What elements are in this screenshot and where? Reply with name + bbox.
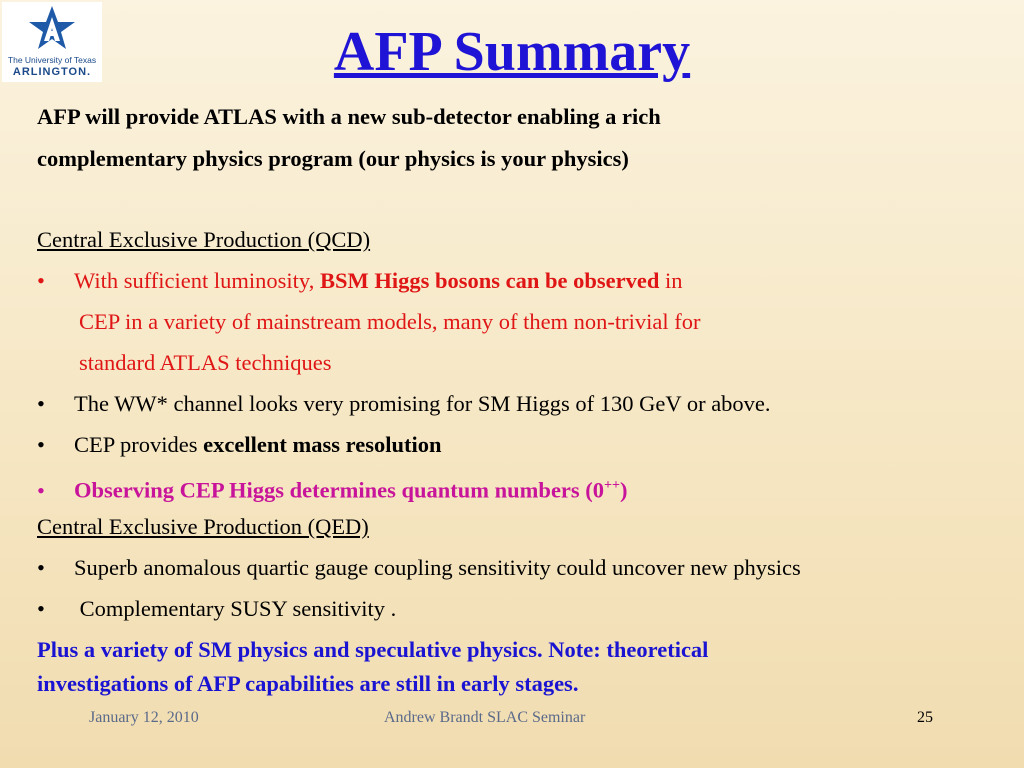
logo-arlington-text: ARLINGTON. [12,66,92,78]
slide-title: AFP Summary [333,21,691,83]
qed-bullet-2 [37,594,396,624]
qcd-bullet-1-line-3: standard ATLAS techniques [79,350,332,375]
intro-line-2: complementary physics program (our physics is your physics) [37,146,629,171]
qcd-bullet-3-text-a: CEP provides [74,432,204,457]
bullet-marker: • [37,268,45,293]
qed-bullet-1 [37,553,801,583]
qcd-bullet-3-text-b: excellent mass resolution [203,432,442,457]
bullet-marker: • [37,391,45,416]
footer-date: January 12, 2010 [89,709,199,726]
qcd-bullet-4 [37,471,628,506]
qcd-bullet-1-line-2: CEP in a variety of mainstream models, many of them non-trivial for [79,309,701,334]
qcd-bullet-1-text-b: BSM Higgs bosons can be observed [319,268,660,293]
qed-bullet-1-text: Superb anomalous quartic gauge coupling sensitivity could uncover new physics [74,555,801,580]
qcd-heading: Central Exclusive Production (QCD) [37,227,371,252]
qed-bullet-2-text: Complementary SUSY sensitivity . [74,596,397,621]
qcd-bullet-2 [37,389,771,419]
closing-line-1: Plus a variety of SM physics and speculative physics. Note: theoretical [37,637,709,662]
qcd-bullet-2-text: The WW* channel looks very promising for SM Higgs of 130 GeV or above. [74,391,771,416]
bullet-marker: • [37,596,45,621]
qcd-bullet-1-text-a: With sufficient luminosity, [74,268,320,293]
qcd-bullet-4-superscript: ++ [604,478,621,493]
bullet-marker: • [37,477,45,503]
closing-line-2: investigations of AFP capabilities are still in early stages. [37,671,579,696]
qcd-bullet-1-text-c: in [659,268,683,293]
qcd-bullet-1 [37,266,683,296]
logo-university-text: The University of Texas [7,55,97,65]
intro-line-1: AFP will provide ATLAS with a new sub-detector enabling a rich [37,104,661,129]
qed-heading: Central Exclusive Production (QED) [37,514,369,539]
footer-page-number: 25 [917,709,933,726]
qcd-bullet-4-text-b: ) [620,477,628,503]
qcd-bullet-4-text-a: Observing CEP Higgs determines quantum numbers (0 [74,477,605,503]
bullet-marker: • [37,432,45,457]
footer-presenter: Andrew Brandt SLAC Seminar [384,709,586,726]
bullet-marker: • [37,555,45,580]
qcd-bullet-3 [37,430,441,460]
